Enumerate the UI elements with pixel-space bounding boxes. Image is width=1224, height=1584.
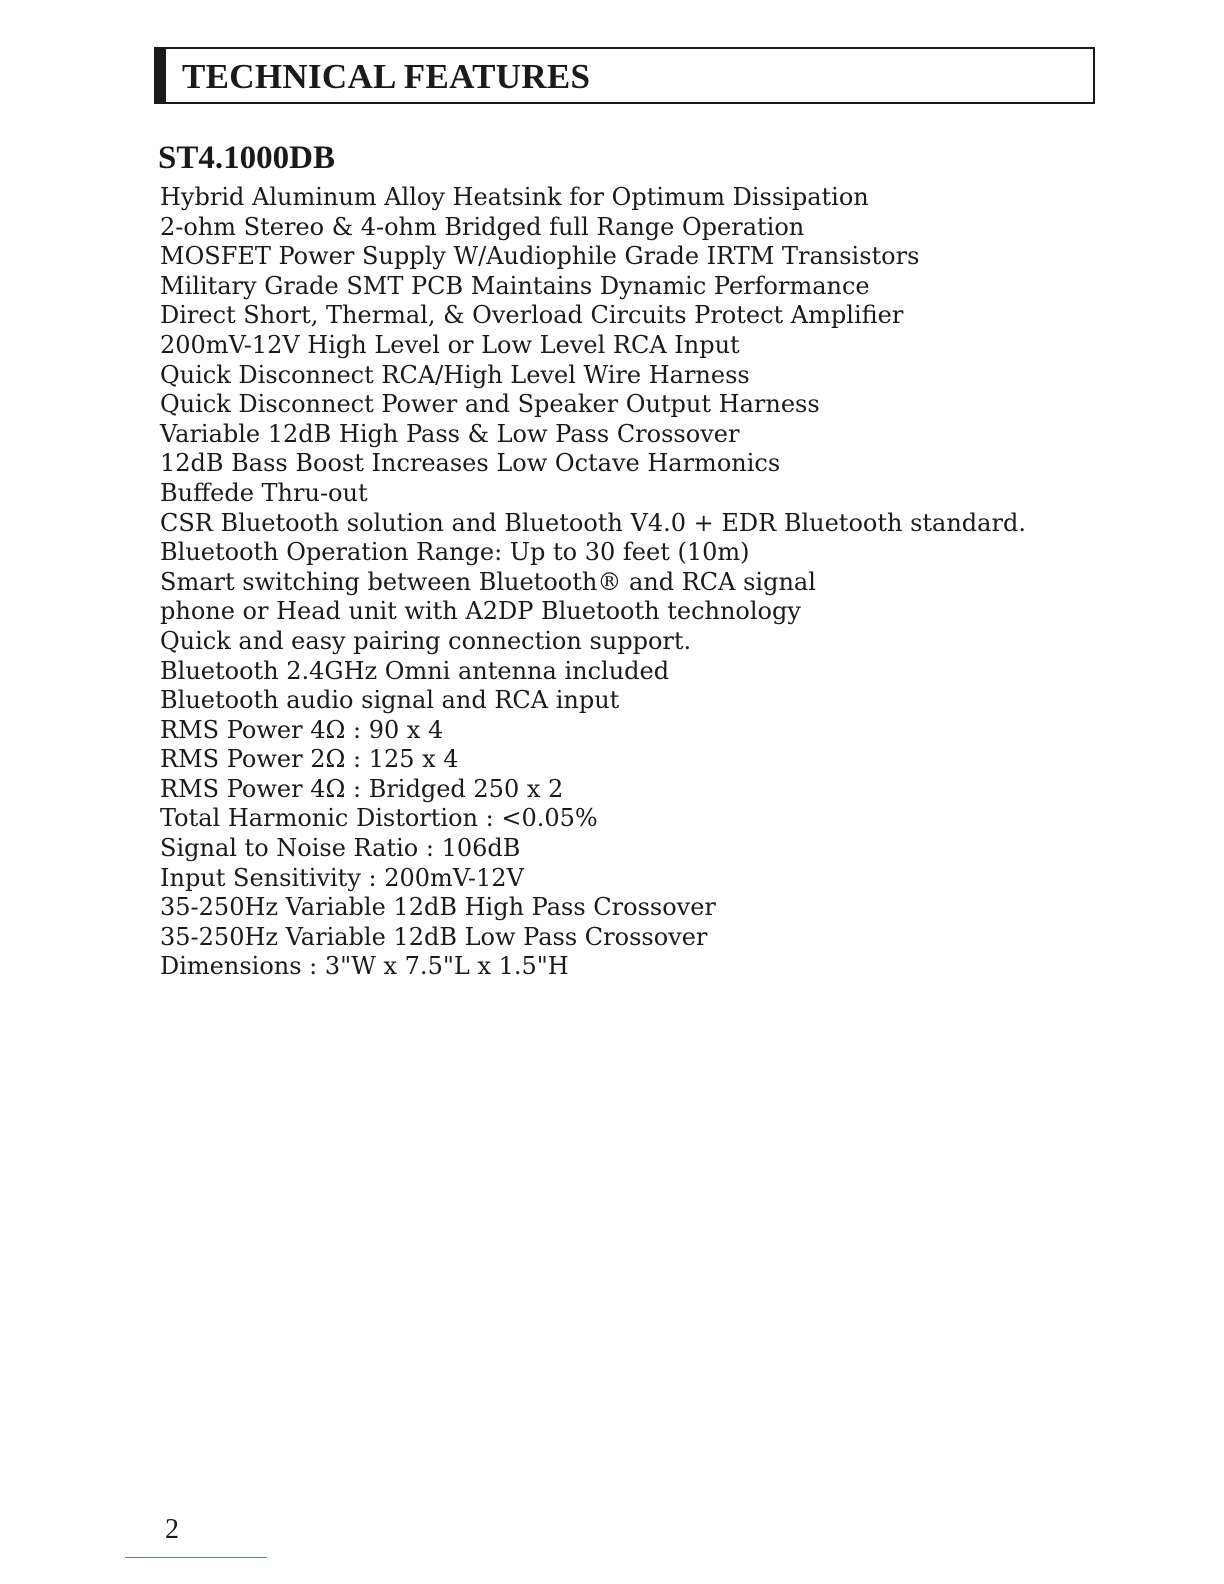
feature-item: 2-ohm Stereo & 4-ohm Bridged full Range Operation [160, 212, 805, 241]
feature-item: Quick and easy pairing connection support. [160, 626, 692, 655]
section-header-accent-bar [154, 47, 166, 104]
model-title: ST4.1000DB [158, 140, 335, 176]
feature-item: Direct Short, Thermal, & Overload Circuits Protect Amplifier [160, 301, 904, 330]
feature-item: RMS Power 2Ω : 125 x 4 [160, 745, 459, 774]
page-number: 2 [165, 1514, 179, 1545]
feature-item: Quick Disconnect RCA/High Level Wire Harness [160, 360, 750, 389]
feature-item: phone or Head unit with A2DP Bluetooth technology [160, 597, 801, 626]
feature-item: Bluetooth Operation Range: Up to 30 feet (10m) [160, 538, 750, 567]
feature-item: Bluetooth 2.4GHz Omni antenna included [160, 656, 670, 685]
feature-item: Dimensions : 3"W x 7.5"L x 1.5"H [160, 952, 569, 981]
feature-item: Input Sensitivity : 200mV-12V [160, 863, 524, 892]
feature-item: Smart switching between Bluetooth® and RCA signal [160, 567, 816, 596]
feature-item: CSR Bluetooth solution and Bluetooth V4.0 + EDR Bluetooth standard. [160, 508, 1026, 537]
feature-list [160, 183, 1026, 982]
feature-item: Variable 12dB High Pass & Low Pass Crossover [160, 419, 740, 448]
feature-item: Bluetooth audio signal and RCA input [160, 686, 620, 715]
feature-item: Signal to Noise Ratio : 106dB [160, 834, 521, 863]
feature-item: Total Harmonic Distortion : <0.05% [160, 804, 598, 833]
feature-item: MOSFET Power Supply W/Audiophile Grade IRTM Transistors [160, 242, 920, 271]
section-title: TECHNICAL FEATURES [182, 57, 591, 96]
feature-item: Military Grade SMT PCB Maintains Dynamic Performance [160, 271, 870, 300]
feature-item: 35-250Hz Variable 12dB High Pass Crossover [160, 893, 716, 922]
feature-item: RMS Power 4Ω : 90 x 4 [160, 715, 444, 744]
feature-item: RMS Power 4Ω : Bridged 250 x 2 [160, 774, 564, 803]
feature-item: Buffede Thru-out [160, 478, 368, 507]
footer-rule [125, 1557, 267, 1558]
feature-item: 12dB Bass Boost Increases Low Octave Harmonics [160, 449, 781, 478]
feature-item: 200mV-12V High Level or Low Level RCA Input [160, 330, 740, 359]
feature-item: Quick Disconnect Power and Speaker Output Harness [160, 390, 820, 419]
feature-item: Hybrid Aluminum Alloy Heatsink for Optimum Dissipation [160, 183, 869, 211]
feature-item: 35-250Hz Variable 12dB Low Pass Crossover [160, 922, 708, 951]
